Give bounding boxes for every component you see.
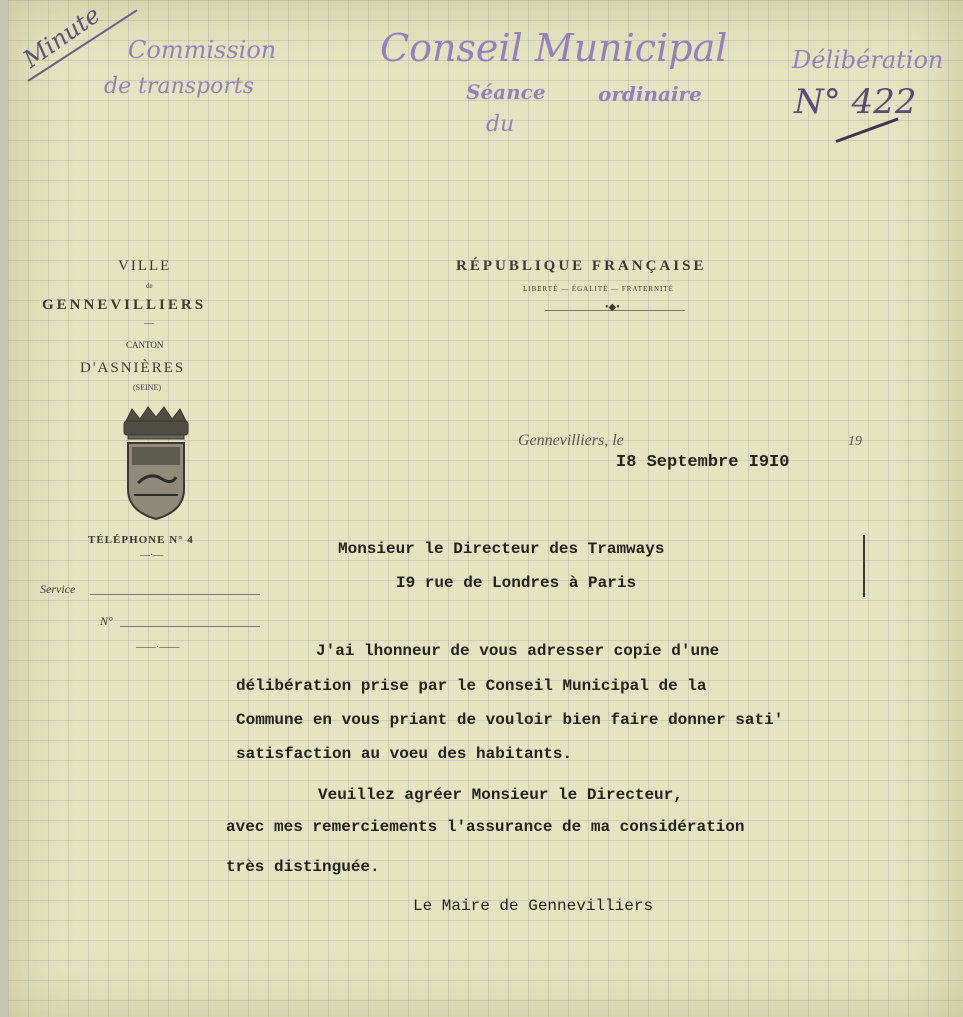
department-label: (SEINE) [133, 383, 161, 392]
letter-page [8, 0, 963, 1017]
dateline-place: Gennevilliers, le [518, 432, 624, 449]
recipient-line2: I9 rue de Londres à Paris [396, 574, 637, 592]
body-paragraph1-line1: J'ai lhonneur de vous adresser copie d'une [316, 642, 720, 660]
de-label: de [146, 282, 153, 290]
session-stamp-du: du [486, 112, 515, 137]
town-name: GENNEVILLIERS [42, 297, 207, 313]
margin-mark [863, 535, 865, 597]
body-paragraph1-line4: satisfaction au voeu des habitants. [236, 745, 573, 763]
minute-annotation: Minute [17, 0, 106, 74]
signature-line: Le Maire de Gennevilliers [413, 897, 654, 915]
session-stamp-ordinaire: ordinaire [598, 82, 702, 106]
commission-stamp-line2: de transports [104, 74, 255, 99]
coat-of-arms-icon [116, 405, 196, 528]
republic-title: RÉPUBLIQUE FRANÇAISE [456, 258, 707, 274]
dateline-century: 19 [848, 434, 862, 449]
number-label: N° [100, 614, 113, 628]
session-stamp-seance: Séance [466, 80, 546, 104]
telephone-divider: —·— [140, 550, 164, 561]
service-line [90, 594, 260, 595]
motto-ornament: •◆• [605, 302, 620, 313]
number-line [120, 626, 260, 627]
council-title-stamp: Conseil Municipal [380, 26, 728, 70]
town-divider: — [144, 318, 154, 329]
telephone-label: TÉLÉPHONE N° 4 [88, 534, 194, 546]
body-paragraph2-line1: Veuillez agréer Monsieur le Directeur, [318, 786, 683, 804]
deliberation-number: N° 422 [794, 82, 917, 122]
deliberation-stamp: Délibération [792, 46, 944, 74]
letter-date: I8 Septembre I9I0 [616, 453, 790, 472]
left-divider: ——·—— [136, 642, 180, 653]
recipient-line1: Monsieur le Directeur des Tramways [338, 540, 665, 558]
body-paragraph2-line2: avec mes remerciements l'assurance de ma considération [226, 818, 745, 836]
republic-motto: LIBERTÉ — ÉGALITÉ — FRATERNITÉ [523, 285, 674, 293]
commission-stamp-line1: Commission [128, 36, 277, 64]
ville-label: VILLE [118, 258, 172, 274]
body-paragraph1-line3: Commune en vous priant de vouloir bien faire donner sati' [236, 711, 784, 729]
body-paragraph2-line3: très distinguée. [226, 858, 380, 876]
body-paragraph1-line2: délibération prise par le Conseil Municipal de la [236, 677, 707, 695]
service-label: Service [40, 582, 76, 596]
canton-name: D'ASNIÈRES [80, 360, 186, 376]
canton-label: CANTON [126, 340, 164, 350]
